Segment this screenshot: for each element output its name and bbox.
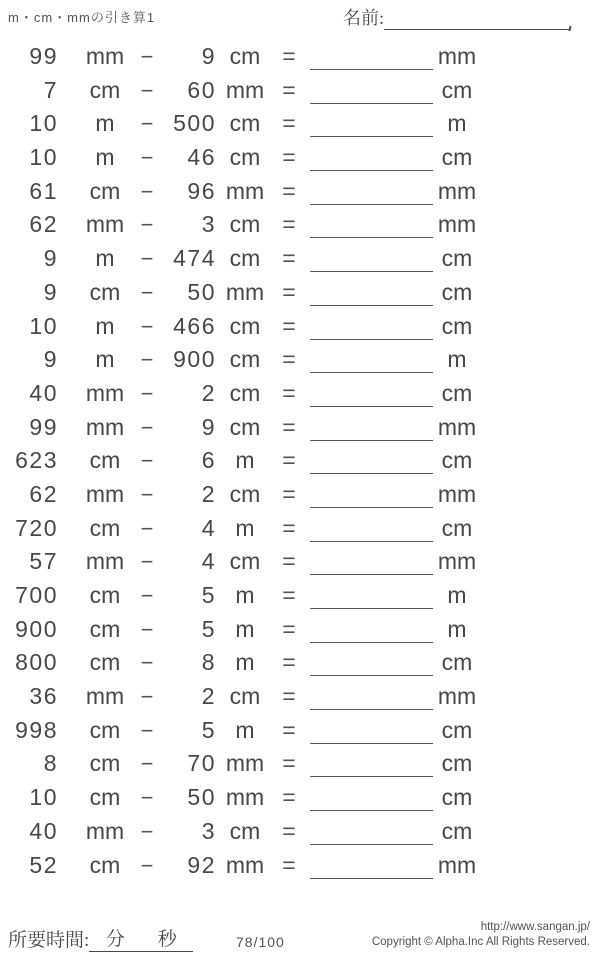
subtrahend-unit: mm <box>225 851 265 878</box>
subtrahend-unit: cm <box>229 110 261 137</box>
subtrahend-value: 46 <box>187 144 216 171</box>
subtrahend-value: 5 <box>201 716 216 743</box>
subtrahend-value: 2 <box>201 379 216 406</box>
answer-blank-line[interactable] <box>310 276 433 306</box>
minus-sign: − <box>140 583 154 608</box>
minuend-unit: cm <box>89 177 121 204</box>
minuend-unit: cm <box>89 784 121 811</box>
minuend-unit: cm <box>89 447 121 474</box>
answer-blank-line[interactable] <box>310 815 433 845</box>
minuend-value: 10 <box>29 144 58 171</box>
subtrahend-value: 92 <box>187 851 216 878</box>
minuend-unit: mm <box>85 817 125 844</box>
subtrahend-unit: cm <box>229 144 261 171</box>
equals-sign: = <box>282 716 296 743</box>
subtrahend-unit: cm <box>229 817 261 844</box>
minuend-value: 900 <box>15 615 58 642</box>
answer-blank-line[interactable] <box>310 579 433 609</box>
minus-sign: − <box>140 852 154 878</box>
answer-blank-line[interactable] <box>310 545 433 575</box>
minus-sign: − <box>140 212 154 238</box>
minus-sign: − <box>140 616 154 642</box>
answer-blank-line[interactable] <box>310 343 433 373</box>
subtrahend-unit: cm <box>229 211 261 238</box>
answer-unit: mm <box>437 413 477 440</box>
equals-sign: = <box>282 346 296 373</box>
subtrahend-unit: cm <box>229 346 261 373</box>
problem-row <box>0 377 600 411</box>
minuend-value: 40 <box>29 379 58 406</box>
minus-sign: − <box>140 44 154 69</box>
minuend-value: 99 <box>29 43 58 69</box>
subtrahend-value: 9 <box>201 413 216 440</box>
answer-unit: m <box>447 110 467 137</box>
answer-unit: mm <box>437 43 477 69</box>
problem-row <box>0 343 600 377</box>
minuend-unit: cm <box>89 76 121 103</box>
minus-sign: − <box>140 785 154 811</box>
problem-row <box>0 175 600 209</box>
minuend-unit: mm <box>85 548 125 575</box>
name-field <box>343 4 570 30</box>
subtrahend-unit: cm <box>229 548 261 575</box>
problem-row <box>0 107 600 141</box>
answer-unit: cm <box>441 784 473 811</box>
answer-unit: m <box>447 582 467 608</box>
seconds-label: 秒 <box>157 929 177 950</box>
answer-unit: cm <box>441 716 473 743</box>
answer-blank-line[interactable] <box>310 74 433 104</box>
minus-sign: − <box>140 481 154 507</box>
equals-sign: = <box>282 447 296 474</box>
minuend-value: 10 <box>29 784 58 811</box>
answer-blank-line[interactable] <box>310 512 433 542</box>
subtrahend-value: 3 <box>201 817 216 844</box>
problem-row <box>0 545 600 579</box>
minuend-unit: m <box>95 245 115 272</box>
subtrahend-unit: m <box>235 514 255 541</box>
problem-row <box>0 781 600 815</box>
answer-blank-line[interactable] <box>310 310 433 340</box>
problem-row <box>0 613 600 647</box>
minuend-value: 10 <box>29 110 58 137</box>
answer-blank-line[interactable] <box>310 478 433 508</box>
answer-blank-line[interactable] <box>310 444 433 474</box>
minuend-value: 998 <box>15 716 58 743</box>
minuend-unit: mm <box>85 480 125 507</box>
subtrahend-unit: cm <box>229 683 261 710</box>
answer-unit: cm <box>441 447 473 474</box>
problem-row <box>0 40 600 74</box>
minus-sign: − <box>140 313 154 339</box>
answer-unit: mm <box>437 177 477 204</box>
minuend-unit: m <box>95 346 115 373</box>
answer-unit: mm <box>437 851 477 878</box>
minuend-value: 720 <box>15 514 58 541</box>
minuend-value: 57 <box>29 548 58 575</box>
equals-sign: = <box>282 514 296 541</box>
minus-sign: − <box>140 448 154 474</box>
subtrahend-value: 2 <box>201 480 216 507</box>
answer-blank-line[interactable] <box>310 141 433 171</box>
subtrahend-value: 5 <box>201 582 216 608</box>
answer-blank-line[interactable] <box>310 40 433 70</box>
problem-row <box>0 310 600 344</box>
minus-sign: − <box>140 414 154 440</box>
equals-sign: = <box>282 110 296 137</box>
minuend-value: 62 <box>29 480 58 507</box>
minuend-value: 623 <box>15 447 58 474</box>
minuend-unit: mm <box>85 211 125 238</box>
name-label: 名前: <box>343 8 385 28</box>
subtrahend-unit: cm <box>229 245 261 272</box>
answer-blank-line[interactable] <box>310 781 433 811</box>
minuend-unit: cm <box>89 716 121 743</box>
answer-blank-line[interactable] <box>310 849 433 879</box>
problems-list <box>0 40 600 882</box>
name-blank-line[interactable] <box>384 7 570 30</box>
equals-sign: = <box>282 750 296 777</box>
minuend-value: 10 <box>29 312 58 339</box>
subtrahend-value: 3 <box>201 211 216 238</box>
time-blank-line[interactable] <box>89 924 193 952</box>
minuend-unit: cm <box>89 649 121 676</box>
subtrahend-value: 474 <box>173 245 216 272</box>
minuend-value: 40 <box>29 817 58 844</box>
answer-blank-line[interactable] <box>310 107 433 137</box>
copyright-text: Copyright © Alpha.Inc All Rights Reserved. <box>371 936 590 948</box>
subtrahend-unit: cm <box>229 480 261 507</box>
problem-row <box>0 74 600 108</box>
answer-blank-line[interactable] <box>310 714 433 744</box>
equals-sign: = <box>282 211 296 238</box>
subtrahend-value: 9 <box>201 43 216 69</box>
answer-unit: cm <box>441 649 473 676</box>
answer-blank-line[interactable] <box>310 208 433 238</box>
website-url: http://www.sangan.jp/ <box>480 921 590 933</box>
subtrahend-value: 2 <box>201 683 216 710</box>
subtrahend-unit: m <box>235 447 255 474</box>
equals-sign: = <box>282 43 296 69</box>
elapsed-time-field <box>8 924 193 952</box>
answer-unit: cm <box>441 312 473 339</box>
minuend-unit: cm <box>89 615 121 642</box>
subtrahend-unit: m <box>235 716 255 743</box>
answer-unit: cm <box>441 76 473 103</box>
minuend-unit: m <box>95 110 115 137</box>
minus-sign: − <box>140 549 154 575</box>
minuend-unit: cm <box>89 514 121 541</box>
equals-sign: = <box>282 245 296 272</box>
equals-sign: = <box>282 649 296 676</box>
equals-sign: = <box>282 582 296 608</box>
score-badge: 78/100 <box>236 934 285 950</box>
equals-sign: = <box>282 784 296 811</box>
subtrahend-value: 500 <box>173 110 216 137</box>
equals-sign: = <box>282 480 296 507</box>
subtrahend-value: 5 <box>201 615 216 642</box>
problem-row <box>0 747 600 781</box>
minus-sign: − <box>140 818 154 844</box>
problem-row <box>0 680 600 714</box>
minus-sign: − <box>140 684 154 710</box>
answer-unit: cm <box>441 817 473 844</box>
minuend-value: 700 <box>15 582 58 608</box>
answer-blank-line[interactable] <box>310 411 433 441</box>
subtrahend-value: 4 <box>201 514 216 541</box>
minuend-unit: cm <box>89 750 121 777</box>
problem-row <box>0 815 600 849</box>
problem-row <box>0 276 600 310</box>
minuend-value: 8 <box>43 750 58 777</box>
answer-blank-line[interactable] <box>310 646 433 676</box>
answer-blank-line[interactable] <box>310 613 433 643</box>
equals-sign: = <box>282 76 296 103</box>
minuend-unit: cm <box>89 582 121 608</box>
answer-unit: mm <box>437 683 477 710</box>
credits <box>372 920 590 950</box>
equals-sign: = <box>282 312 296 339</box>
equals-sign: = <box>282 615 296 642</box>
minus-sign: − <box>140 347 154 373</box>
elapsed-time-label: 所要時間: <box>8 930 90 951</box>
minuend-unit: m <box>95 312 115 339</box>
equals-sign: = <box>282 683 296 710</box>
minuend-unit: m <box>95 144 115 171</box>
subtrahend-value: 4 <box>201 548 216 575</box>
minuend-value: 9 <box>43 346 58 373</box>
equals-sign: = <box>282 413 296 440</box>
equals-sign: = <box>282 278 296 305</box>
subtrahend-unit: mm <box>225 278 265 305</box>
answer-unit: cm <box>441 379 473 406</box>
minus-sign: − <box>140 246 154 272</box>
minus-sign: − <box>140 380 154 406</box>
answer-unit: cm <box>441 750 473 777</box>
subtrahend-unit: mm <box>225 76 265 103</box>
problem-row <box>0 714 600 748</box>
subtrahend-unit: cm <box>229 413 261 440</box>
problem-row <box>0 849 600 883</box>
answer-unit: mm <box>437 548 477 575</box>
minuend-value: 7 <box>43 76 58 103</box>
minutes-label: 分 <box>105 929 125 950</box>
minuend-value: 62 <box>29 211 58 238</box>
answer-blank-line[interactable] <box>310 377 433 407</box>
subtrahend-unit: m <box>235 582 255 608</box>
answer-blank-line[interactable] <box>310 747 433 777</box>
subtrahend-value: 466 <box>173 312 216 339</box>
minus-sign: − <box>140 515 154 541</box>
problem-row <box>0 208 600 242</box>
subtrahend-unit: mm <box>225 784 265 811</box>
answer-unit: cm <box>441 144 473 171</box>
subtrahend-unit: m <box>235 649 255 676</box>
subtrahend-unit: cm <box>229 43 261 69</box>
problem-row <box>0 242 600 276</box>
minuend-value: 800 <box>15 649 58 676</box>
problem-row <box>0 579 600 613</box>
minuend-value: 36 <box>29 683 58 710</box>
subtrahend-value: 6 <box>201 447 216 474</box>
subtrahend-value: 70 <box>187 750 216 777</box>
answer-unit: mm <box>437 211 477 238</box>
minuend-value: 9 <box>43 245 58 272</box>
equals-sign: = <box>282 379 296 406</box>
minuend-unit: mm <box>85 683 125 710</box>
answer-blank-line[interactable] <box>310 242 433 272</box>
page-title: m・cm・mmの引き算1 <box>8 10 156 25</box>
minus-sign: − <box>140 111 154 137</box>
problem-row <box>0 478 600 512</box>
subtrahend-unit: mm <box>225 750 265 777</box>
subtrahend-unit: m <box>235 615 255 642</box>
problem-row <box>0 444 600 478</box>
equals-sign: = <box>282 851 296 878</box>
problem-row <box>0 646 600 680</box>
minus-sign: − <box>140 650 154 676</box>
problem-row <box>0 411 600 445</box>
minuend-unit: cm <box>89 851 121 878</box>
minus-sign: − <box>140 178 154 204</box>
answer-unit: mm <box>437 480 477 507</box>
equals-sign: = <box>282 144 296 171</box>
minus-sign: − <box>140 145 154 171</box>
subtrahend-value: 50 <box>187 784 216 811</box>
problem-row <box>0 141 600 175</box>
minuend-value: 52 <box>29 851 58 878</box>
subtrahend-value: 8 <box>201 649 216 676</box>
minuend-unit: cm <box>89 278 121 305</box>
minuend-value: 61 <box>29 177 58 204</box>
minus-sign: − <box>140 279 154 305</box>
subtrahend-value: 60 <box>187 76 216 103</box>
problem-row <box>0 512 600 546</box>
subtrahend-unit: cm <box>229 312 261 339</box>
answer-blank-line[interactable] <box>310 680 433 710</box>
answer-unit: m <box>447 346 467 373</box>
subtrahend-unit: cm <box>229 379 261 406</box>
answer-unit: m <box>447 615 467 642</box>
answer-unit: cm <box>441 514 473 541</box>
minus-sign: − <box>140 751 154 777</box>
equals-sign: = <box>282 177 296 204</box>
minus-sign: − <box>140 717 154 743</box>
minuend-unit: mm <box>85 43 125 69</box>
subtrahend-unit: mm <box>225 177 265 204</box>
subtrahend-value: 900 <box>173 346 216 373</box>
minuend-unit: mm <box>85 413 125 440</box>
minus-sign: − <box>140 77 154 103</box>
subtrahend-value: 96 <box>187 177 216 204</box>
minuend-value: 9 <box>43 278 58 305</box>
minuend-unit: mm <box>85 379 125 406</box>
equals-sign: = <box>282 548 296 575</box>
minuend-value: 99 <box>29 413 58 440</box>
equals-sign: = <box>282 817 296 844</box>
answer-blank-line[interactable] <box>310 175 433 205</box>
subtrahend-value: 50 <box>187 278 216 305</box>
answer-unit: cm <box>441 245 473 272</box>
answer-unit: cm <box>441 278 473 305</box>
